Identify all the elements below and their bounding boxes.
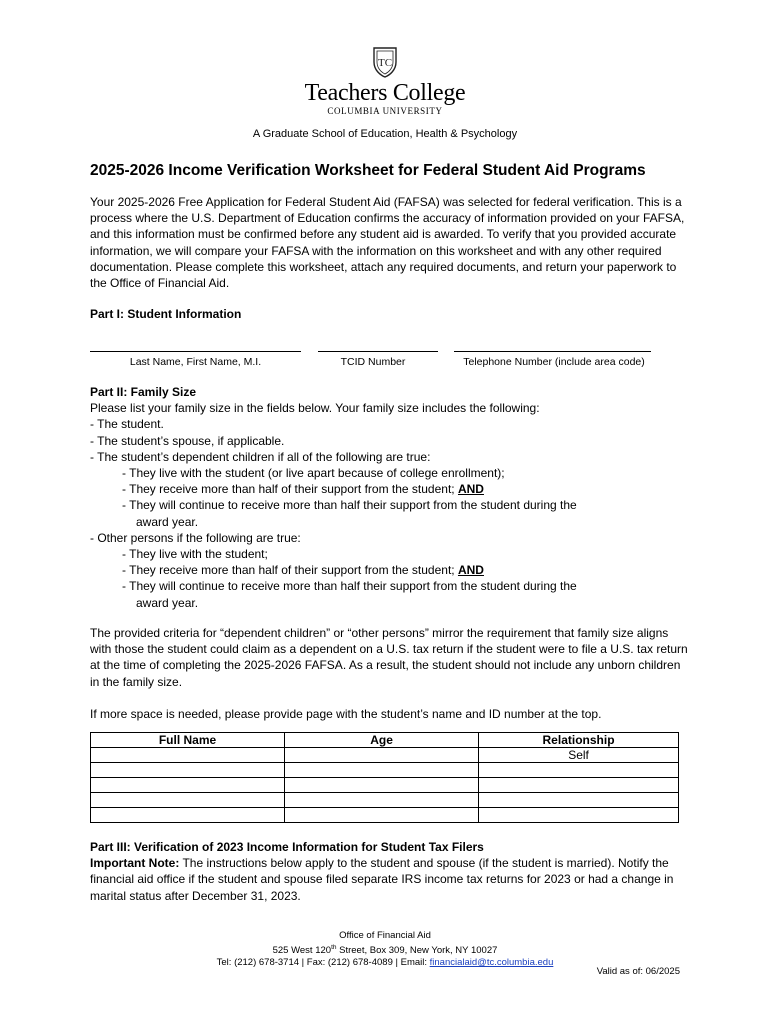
table-row	[91, 793, 679, 808]
list-item: award year.	[136, 595, 199, 610]
full-name-cell[interactable]	[91, 778, 285, 793]
list-item: - The student.	[90, 417, 164, 432]
relationship-cell[interactable]	[479, 793, 679, 808]
part3-note	[90, 855, 690, 904]
part1-heading: Part I: Student Information	[90, 307, 242, 321]
email-link[interactable]: financialaid@tc.columbia.edu	[429, 957, 554, 969]
important-note-text: The instructions below apply to the student and spouse (if the student is married). Notify the financial aid office if the student and spouse filed separate IRS income tax returns for 2023 or had a change in marital status after December 31, 2023.	[90, 856, 674, 903]
logo-monogram: TC	[377, 57, 393, 69]
footer-address: 525 West 120th Street, Box 309, New York, NY 10027	[272, 944, 498, 957]
logo-title: Teachers College	[304, 80, 466, 106]
age-cell[interactable]	[285, 763, 479, 778]
age-cell[interactable]	[285, 793, 479, 808]
logo-subtitle: COLUMBIA UNIVERSITY	[327, 106, 443, 116]
list-item: - They live with the student;	[122, 547, 268, 562]
relationship-cell[interactable]	[479, 763, 679, 778]
list-item: - They will continue to receive more than half their support from the student during the	[122, 579, 577, 594]
list-item: - The student’s dependent children if all of the following are true:	[90, 449, 431, 464]
intro-paragraph: Your 2025-2026 Free Application for Federal Student Aid (FAFSA) was selected for federal verification. This is a process where the U.S. Department of Education confirms the accuracy of information provided on your FAFSA, and this information must be confirmed before any student aid is awarded. To verify that you provided accurate information, we will compare your FAFSA with the information on this worksheet and with any other required documentation. Please complete this worksheet, attach any required documents, and return your paperwork to the Office of Financial Aid.	[90, 195, 685, 291]
footer	[0, 930, 770, 969]
footer-contact: Tel: (212) 678-3714 | Fax: (212) 678-4089 | Email: financialaid@tc.columbia.edu	[216, 957, 554, 969]
list-item: - They receive more than half of their support from the student; AND	[122, 482, 484, 497]
more-space-note: If more space is needed, please provide page with the student’s name and ID number at the top.	[90, 707, 602, 721]
full-name-cell[interactable]	[91, 763, 285, 778]
list-item: - They will continue to receive more than half their support from the student during the	[122, 498, 577, 513]
table-row	[91, 808, 679, 823]
and-emphasis: AND	[457, 482, 484, 497]
name-field-line[interactable]	[90, 351, 301, 352]
criteria-note: The provided criteria for “dependent children” or “other persons” mirror the requirement that family size aligns with those the student could claim as a dependent on a U.S. tax return if the student were to file a U.S. tax return at the time of completing the 2025-2026 FAFSA. As a result, the student should not include any unborn children in the family size.	[90, 626, 688, 689]
important-note-label: Important Note:	[90, 856, 180, 871]
family-size-table	[90, 732, 679, 823]
part3-heading: Part III: Verification of 2023 Income Information for Student Tax Filers	[90, 840, 484, 854]
table-row	[91, 763, 679, 778]
valid-date: Valid as of: 06/2025	[596, 966, 680, 977]
and-emphasis: AND	[457, 563, 484, 578]
part3-section	[90, 839, 690, 904]
list-item: - They receive more than half of their support from the student; AND	[122, 563, 484, 578]
table-header-row	[91, 733, 679, 748]
list-item: - Other persons if the following are true:	[90, 530, 301, 545]
tc-logo	[300, 46, 470, 116]
list-item: award year.	[136, 514, 199, 529]
table-row	[91, 748, 679, 763]
full-name-cell[interactable]	[91, 808, 285, 823]
relationship-cell[interactable]	[479, 808, 679, 823]
age-cell[interactable]	[285, 778, 479, 793]
part2-section	[90, 384, 690, 611]
table-row	[91, 778, 679, 793]
tc-shield-icon	[372, 46, 398, 78]
part2-heading: Part II: Family Size	[90, 385, 197, 399]
column-header-relationship: Relationship	[479, 733, 679, 748]
age-cell[interactable]	[285, 748, 479, 763]
list-item: - The student’s spouse, if applicable.	[90, 433, 285, 448]
tagline: A Graduate School of Education, Health & Psychology	[252, 128, 518, 140]
relationship-cell[interactable]	[479, 778, 679, 793]
column-header-age: Age	[285, 733, 479, 748]
list-item: - They live with the student (or live apart because of college enrollment);	[122, 466, 505, 481]
page-title: 2025-2026 Income Verification Worksheet for Federal Student Aid Programs	[90, 162, 646, 179]
age-cell[interactable]	[285, 808, 479, 823]
tcid-field-label: TCID Number	[340, 356, 406, 368]
phone-field-line[interactable]	[454, 351, 651, 352]
column-header-full-name: Full Name	[91, 733, 285, 748]
phone-field-label: Telephone Number (include area code)	[463, 356, 645, 368]
full-name-cell[interactable]	[91, 793, 285, 808]
part2-intro: Please list your family size in the fields below. Your family size includes the following:	[90, 401, 540, 416]
name-field-label: Last Name, First Name, M.I.	[129, 356, 262, 368]
relationship-cell: Self	[479, 748, 679, 763]
footer-office: Office of Financial Aid	[339, 930, 431, 941]
full-name-cell[interactable]	[91, 748, 285, 763]
tcid-field-line[interactable]	[318, 351, 438, 352]
